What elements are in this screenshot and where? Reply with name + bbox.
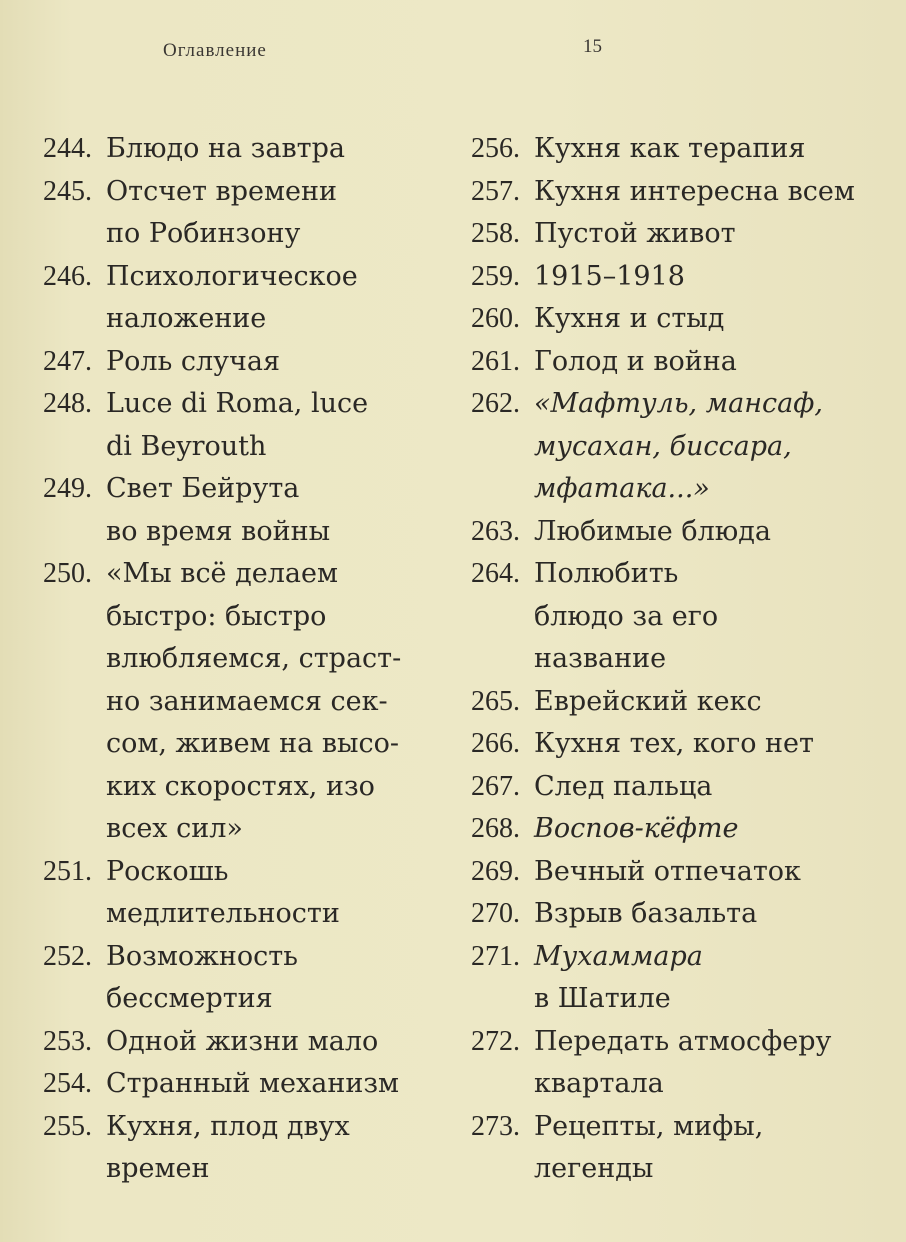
entry-title: Одной жизни мало xyxy=(106,1025,379,1057)
entry-title: «Мафтуль, мансаф, мусахан, биссара, мфатака...» xyxy=(534,388,823,504)
toc-entry xyxy=(432,341,872,384)
entry-number: 256. xyxy=(471,133,520,164)
toc-entry xyxy=(432,681,872,724)
entry-number: 260. xyxy=(471,303,520,334)
entry-title: Роскошь медлительности xyxy=(106,855,340,929)
entry-title: Блюдо на завтра xyxy=(106,133,345,164)
entry-title: Возможность бессмертия xyxy=(106,940,298,1014)
entry-number: 263. xyxy=(471,515,520,547)
entry-title: 1915–1918 xyxy=(534,260,685,292)
entry-title: Кухня, плод двух времен xyxy=(106,1110,350,1184)
toc-entry xyxy=(22,468,432,553)
toc-entry xyxy=(432,511,872,554)
entry-number: 244. xyxy=(43,133,92,164)
toc-entry xyxy=(22,1106,432,1191)
toc-entry xyxy=(432,256,872,299)
entry-number: 255. xyxy=(43,1110,92,1142)
entry-title: Пустой живот xyxy=(534,218,736,249)
toc-entry xyxy=(22,553,432,851)
toc-entry xyxy=(432,1106,872,1191)
toc-entry xyxy=(432,936,872,1021)
entry-title: Роль случая xyxy=(106,345,280,377)
toc-entry xyxy=(22,851,432,936)
entry-number: 250. xyxy=(43,558,92,589)
toc-entry xyxy=(432,1021,872,1106)
toc-entry xyxy=(22,128,432,171)
entry-title: Передать атмосферу квартала xyxy=(534,1025,832,1099)
entry-title: Кухня и стыд xyxy=(534,303,725,334)
toc-entry xyxy=(22,383,432,468)
toc-entry xyxy=(432,766,872,809)
entry-title: Странный механизм xyxy=(106,1068,400,1099)
entry-title-italic: Мухаммара xyxy=(534,940,703,972)
entry-title: Кухня тех, кого нет xyxy=(534,728,814,759)
entry-number: 249. xyxy=(43,473,92,504)
entry-title: Рецепты, мифы, легенды xyxy=(534,1110,764,1184)
entry-title: Отсчет времени по Робинзону xyxy=(106,175,337,249)
entry-title: Свет Бейрута во время войны xyxy=(106,473,331,547)
entry-title: Кухня как терапия xyxy=(534,133,806,164)
toc-entry xyxy=(22,341,432,384)
entry-title: Любимые блюда xyxy=(534,515,771,547)
entry-title: Еврейский кекс xyxy=(534,685,762,717)
entry-title: Психологическое наложение xyxy=(106,260,358,334)
entry-number: 270. xyxy=(471,898,520,929)
toc-entry xyxy=(432,851,872,894)
toc-entry xyxy=(432,171,872,214)
entry-number: 269. xyxy=(471,855,520,887)
entry-title: След пальца xyxy=(534,770,713,802)
entry-number: 264. xyxy=(471,558,520,589)
toc-column-left xyxy=(22,128,432,1191)
entry-number: 252. xyxy=(43,940,92,972)
toc-entry xyxy=(22,936,432,1021)
toc-entry xyxy=(22,1063,432,1106)
entry-number: 246. xyxy=(43,260,92,292)
entry-title: Воспов-кёфте xyxy=(534,813,739,844)
entry-number: 261. xyxy=(471,345,520,377)
toc-entry xyxy=(432,128,872,171)
entry-number: 266. xyxy=(471,728,520,759)
toc-entry xyxy=(432,808,872,851)
toc-entry xyxy=(432,298,872,341)
entry-title: Полюбить блюдо за его название xyxy=(534,558,719,674)
entry-title: «Мы всё делаем быстро: быстро влюбляемся, страст- но занимаемся сек- сом, живем на высо- ких скоростях, изо всех сил» xyxy=(106,558,402,844)
entry-number: 247. xyxy=(43,345,92,377)
entry-number: 268. xyxy=(471,813,520,844)
entry-number: 259. xyxy=(471,260,520,292)
entry-number: 262. xyxy=(471,388,520,419)
toc-column-right xyxy=(432,128,872,1191)
toc-entry xyxy=(432,553,872,681)
entry-number: 272. xyxy=(471,1025,520,1057)
entry-title: Кухня интересна всем xyxy=(534,175,855,207)
entry-title: Мухаммара в Шатиле xyxy=(534,940,703,1014)
toc-entry xyxy=(432,723,872,766)
entry-number: 271. xyxy=(471,940,520,972)
page-number: 15 xyxy=(583,36,602,57)
entry-title: Вечный отпечаток xyxy=(534,855,801,887)
toc-entry xyxy=(22,256,432,341)
toc-entry xyxy=(432,383,872,511)
entry-title: Взрыв базальта xyxy=(534,898,758,929)
entry-number: 258. xyxy=(471,218,520,249)
toc-entry xyxy=(432,893,872,936)
entry-number: 257. xyxy=(471,175,520,207)
entry-number: 254. xyxy=(43,1068,92,1099)
toc-entry xyxy=(22,171,432,256)
entry-number: 253. xyxy=(43,1025,92,1057)
entry-number: 245. xyxy=(43,175,92,207)
entry-title: Luce di Roma, luce di Beyrouth xyxy=(106,388,369,462)
toc-entry xyxy=(22,1021,432,1064)
entry-number: 265. xyxy=(471,685,520,717)
entry-number: 251. xyxy=(43,855,92,887)
entry-number: 267. xyxy=(471,770,520,802)
entry-title: Голод и война xyxy=(534,345,737,377)
entry-number: 273. xyxy=(471,1110,520,1142)
toc-entry xyxy=(432,213,872,256)
running-header-section: Оглавление xyxy=(163,40,267,61)
entry-number: 248. xyxy=(43,388,92,419)
